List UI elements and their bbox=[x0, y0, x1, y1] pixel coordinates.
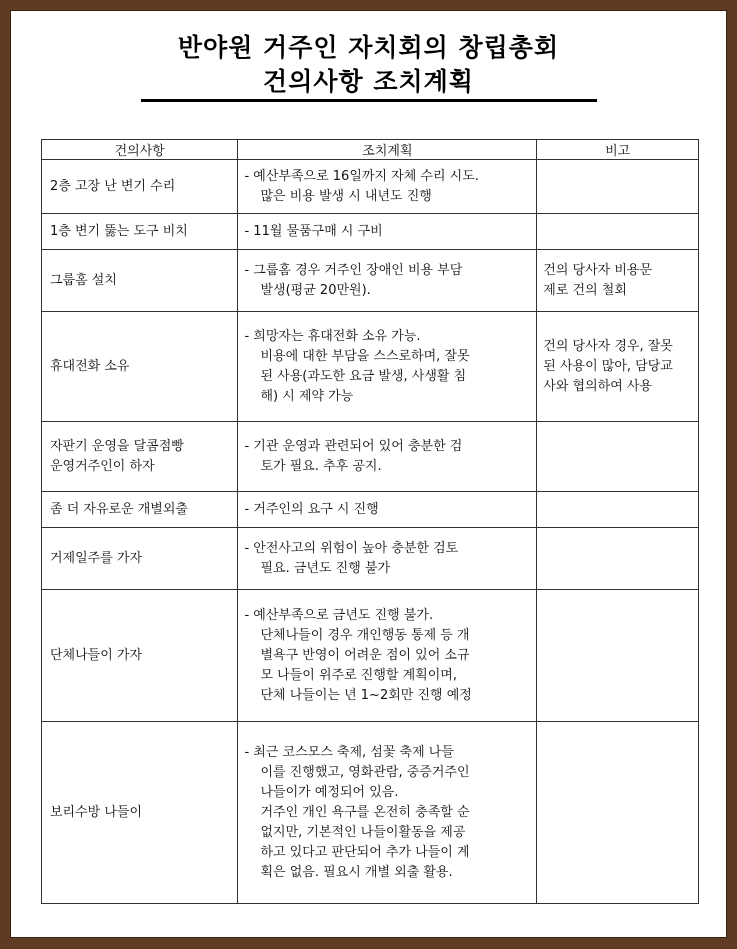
remarks-cell bbox=[537, 492, 699, 528]
action-plan-line: 단체나들이 경우 개인행동 통제 등 개 bbox=[260, 627, 470, 643]
action-plan-line: 별욕구 반영이 어려운 점이 있어 소규 bbox=[260, 647, 470, 663]
action-plan-line: 나들이가 예정되어 있음. bbox=[260, 784, 399, 800]
remarks-cell bbox=[537, 422, 699, 492]
action-plan-line: - 기관 운영과 관련되어 있어 충분한 검 bbox=[244, 438, 463, 454]
suggestion-text: 거제일주를 가자 bbox=[50, 550, 143, 566]
table-row bbox=[42, 492, 699, 528]
action-plan-line: 거주인 개인 욕구를 온전히 충족할 순 bbox=[260, 804, 470, 820]
action-plan-line: - 안전사고의 위험이 높아 충분한 검토 bbox=[244, 540, 459, 556]
action-plan-cell bbox=[238, 722, 537, 904]
action-plan-cell bbox=[238, 422, 537, 492]
table-row bbox=[42, 160, 699, 214]
table-header-row bbox=[42, 140, 699, 160]
table-row bbox=[42, 528, 699, 590]
action-plan-line: - 희망자는 휴대전화 소유 가능. bbox=[244, 328, 421, 344]
action-plan-line: 토가 필요. 추후 공지. bbox=[260, 458, 382, 474]
header-suggestion: 건의사항 bbox=[42, 140, 238, 160]
action-plan-line: 이를 진행했고, 영화관람, 중증거주인 bbox=[260, 764, 470, 780]
remarks-cell bbox=[537, 312, 699, 422]
suggestion-cell bbox=[42, 722, 238, 904]
remarks-cell bbox=[537, 160, 699, 214]
suggestion-text: 2층 고장 난 변기 수리 bbox=[50, 178, 176, 194]
table-row bbox=[42, 590, 699, 722]
suggestion-text: 휴대전화 소유 bbox=[50, 358, 130, 374]
action-plan-cell bbox=[238, 250, 537, 312]
header-remarks: 비고 bbox=[537, 140, 699, 160]
action-plan-line: 단체 나들이는 년 1~2회만 진행 예정 bbox=[260, 687, 472, 703]
document-page bbox=[10, 10, 727, 938]
suggestions-table bbox=[41, 139, 699, 904]
remarks-cell bbox=[537, 528, 699, 590]
table-row bbox=[42, 312, 699, 422]
remarks-line: 사와 협의하여 사용 bbox=[543, 378, 653, 394]
suggestion-cell bbox=[42, 528, 238, 590]
action-plan-line: - 11월 물품구매 시 구비 bbox=[244, 223, 383, 239]
suggestion-text: 운영거주인이 하자 bbox=[50, 458, 155, 474]
suggestion-cell bbox=[42, 312, 238, 422]
suggestion-cell bbox=[42, 590, 238, 722]
remarks-line: 건의 당사자 비용문 bbox=[543, 262, 653, 278]
action-plan-line: - 예산부족으로 금년도 진행 불가. bbox=[244, 607, 434, 623]
table-row bbox=[42, 722, 699, 904]
action-plan-line: - 최근 코스모스 축제, 섬꽃 축제 나들 bbox=[244, 744, 454, 760]
document-title bbox=[11, 31, 726, 99]
action-plan-line: - 예산부족으로 16일까지 자체 수리 시도. bbox=[244, 168, 479, 184]
action-plan-line: 된 사용(과도한 요금 발생, 사생활 침 bbox=[260, 368, 467, 384]
remarks-cell bbox=[537, 250, 699, 312]
action-plan-line: 많은 비용 발생 시 내년도 진행 bbox=[260, 188, 432, 204]
action-plan-line: 해) 시 제약 가능 bbox=[260, 388, 354, 404]
suggestion-text: 보리수방 나들이 bbox=[50, 804, 143, 820]
action-plan-cell bbox=[238, 528, 537, 590]
suggestion-text: 자판기 운영을 달콤점빵 bbox=[50, 438, 184, 454]
header-action-plan: 조치계획 bbox=[238, 140, 537, 160]
action-plan-cell bbox=[238, 492, 537, 528]
suggestion-cell bbox=[42, 160, 238, 214]
action-plan-line: 비용에 대한 부담을 스스로하며, 잘못 bbox=[260, 348, 470, 364]
title-underline bbox=[141, 99, 597, 102]
remarks-line: 된 사용이 많아, 담당교 bbox=[543, 358, 673, 374]
suggestion-cell bbox=[42, 422, 238, 492]
action-plan-line: 모 나들이 위주로 진행할 계획이며, bbox=[260, 667, 457, 683]
table-row bbox=[42, 214, 699, 250]
action-plan-cell bbox=[238, 214, 537, 250]
suggestion-cell bbox=[42, 492, 238, 528]
remarks-line: 제로 건의 철회 bbox=[543, 282, 627, 298]
action-plan-line: - 그룹홈 경우 거주인 장애인 비용 부담 bbox=[244, 262, 463, 278]
action-plan-line: - 거주인의 요구 시 진행 bbox=[244, 501, 379, 517]
suggestion-text: 좀 더 자유로운 개별외출 bbox=[50, 501, 188, 517]
title-line-1: 반야원 거주인 자치회의 창립총회 bbox=[177, 33, 560, 62]
remarks-cell bbox=[537, 590, 699, 722]
action-plan-line: 필요. 금년도 진행 불가 bbox=[260, 560, 391, 576]
suggestion-cell bbox=[42, 250, 238, 312]
table-row bbox=[42, 250, 699, 312]
table-row bbox=[42, 422, 699, 492]
remarks-line: 건의 당사자 경우, 잘못 bbox=[543, 338, 673, 354]
action-plan-line: 획은 없음. 필요시 개별 외출 활용. bbox=[260, 864, 453, 880]
suggestion-text: 1층 변기 뚫는 도구 비치 bbox=[50, 223, 188, 239]
action-plan-cell bbox=[238, 590, 537, 722]
action-plan-line: 없지만, 기본적인 나들이활동을 제공 bbox=[260, 824, 466, 840]
action-plan-line: 발생(평균 20만원). bbox=[260, 282, 371, 298]
title-line-2: 건의사항 조치계획 bbox=[263, 67, 474, 96]
action-plan-line: 하고 있다고 판단되어 추가 나들이 계 bbox=[260, 844, 470, 860]
remarks-cell bbox=[537, 722, 699, 904]
action-plan-cell bbox=[238, 160, 537, 214]
remarks-cell bbox=[537, 214, 699, 250]
suggestion-cell bbox=[42, 214, 238, 250]
suggestion-text: 단체나들이 가자 bbox=[50, 647, 143, 663]
action-plan-cell bbox=[238, 312, 537, 422]
suggestion-text: 그룹홈 설치 bbox=[50, 272, 117, 288]
